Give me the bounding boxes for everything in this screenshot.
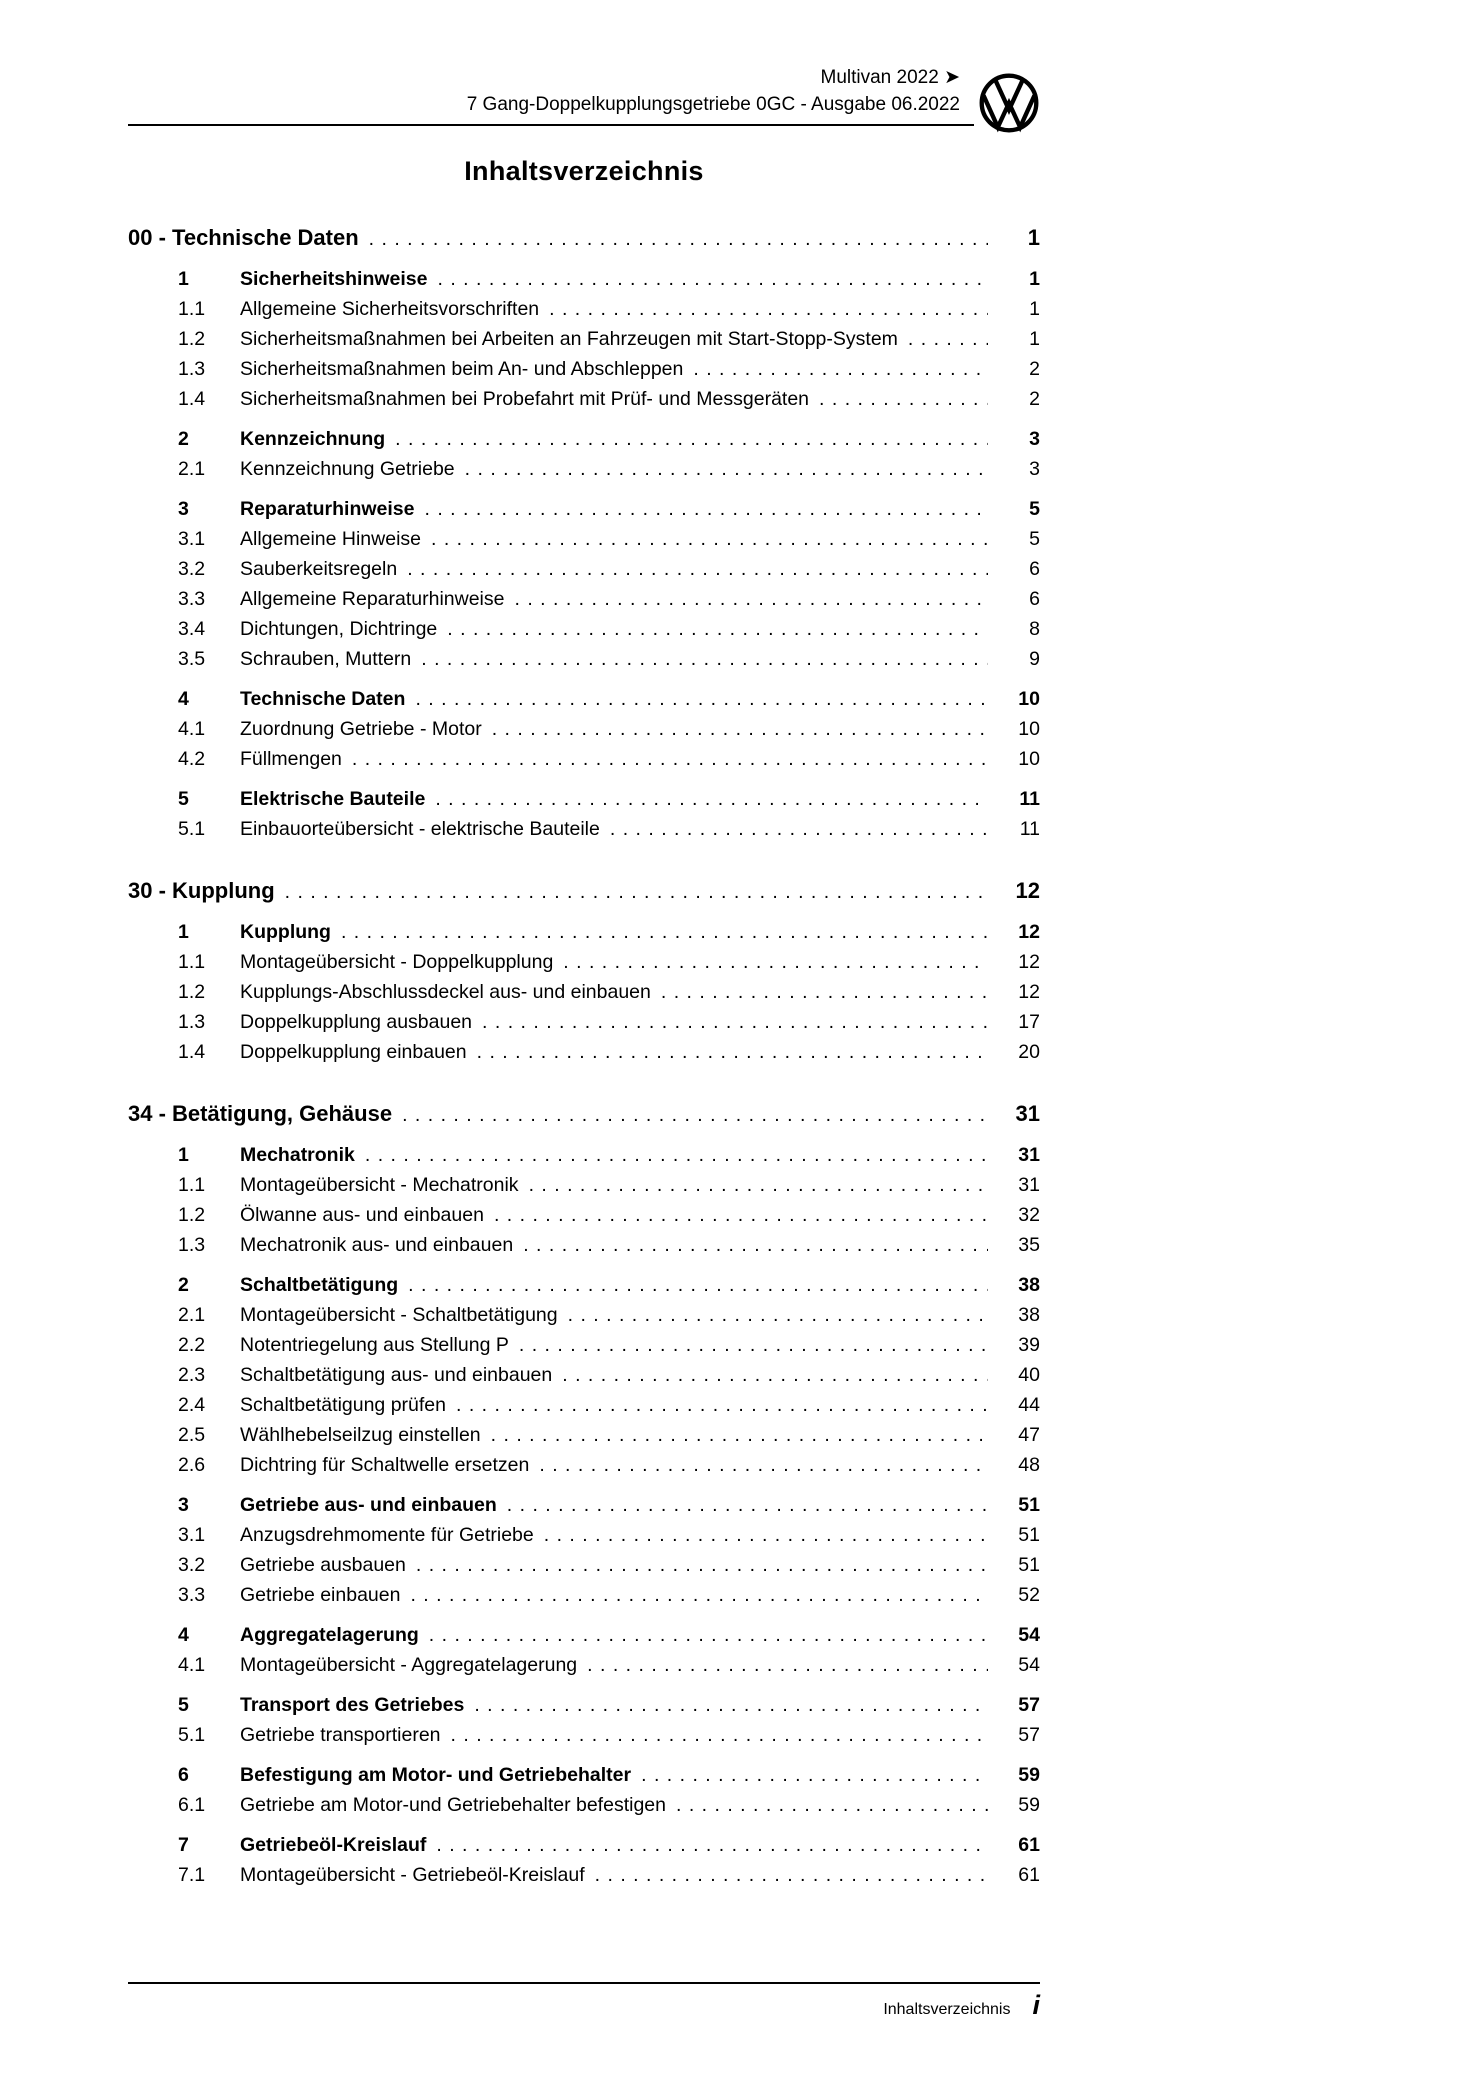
footer-label: Inhaltsverzeichnis (883, 2001, 1011, 2018)
toc-row-page: 31 (1018, 1174, 1040, 1196)
toc-dot-leader (456, 1390, 988, 1420)
toc-row (128, 1830, 1040, 1860)
toc-dot-leader (395, 424, 988, 454)
toc-row-number: 1.3 (178, 1234, 206, 1256)
toc-dot-leader (447, 614, 988, 644)
toc-row-title: Kennzeichnung Getriebe (240, 458, 455, 480)
toc-row-title: Allgemeine Sicherheitsvorschriften (240, 298, 540, 320)
toc-row-page: 8 (1029, 618, 1040, 640)
toc-row-page: 51 (1018, 1494, 1040, 1516)
toc-row-title: 34 - Betätigung, Gehäuse (128, 1101, 393, 1126)
toc-dot-leader (693, 354, 988, 384)
toc-row-title: Reparaturhinweise (240, 498, 415, 520)
toc-row-number: 3.2 (178, 558, 206, 580)
toc-row (128, 1099, 1040, 1130)
toc-dot-leader (410, 1580, 988, 1610)
toc-row (128, 1300, 1040, 1330)
toc-dot-leader (523, 1230, 988, 1260)
toc-row (128, 1170, 1040, 1200)
toc-row (128, 1330, 1040, 1360)
toc-row-page: 20 (1018, 1041, 1040, 1063)
toc-row (128, 554, 1040, 584)
toc-row-title: Schaltbetätigung prüfen (240, 1394, 446, 1416)
toc-row-page: 57 (1018, 1724, 1040, 1746)
toc-row-title: Mechatronik (240, 1144, 355, 1166)
toc-row (128, 454, 1040, 484)
toc-row (128, 384, 1040, 414)
toc-row-number: 1.3 (178, 358, 206, 380)
toc-row-number: 2.5 (178, 1424, 206, 1446)
toc-row-title: 30 - Kupplung (128, 878, 275, 903)
toc-row-page: 12 (1015, 878, 1040, 903)
toc-dot-leader (482, 1007, 988, 1037)
toc-row-number: 3 (178, 498, 189, 520)
toc-row-title: Notentriegelung aus Stellung P (240, 1334, 509, 1356)
toc-row-page: 38 (1018, 1304, 1040, 1326)
toc-row-page: 31 (1018, 1144, 1040, 1166)
toc-row (128, 614, 1040, 644)
toc-dot-leader (676, 1790, 988, 1820)
toc-row-number: 1.2 (178, 981, 206, 1003)
toc-list (128, 223, 1040, 1890)
toc-row (128, 1390, 1040, 1420)
toc-row-number: 1.4 (178, 1041, 206, 1063)
toc-row-number: 5 (178, 1694, 189, 1716)
toc-row-page: 35 (1018, 1234, 1040, 1256)
toc-dot-leader (539, 1450, 988, 1480)
toc-dot-leader (519, 1330, 988, 1360)
toc-row (128, 644, 1040, 674)
page-title: Inhaltsverzeichnis (464, 156, 704, 186)
toc-row-title: Allgemeine Hinweise (240, 528, 422, 550)
toc-row-title: Elektrische Bauteile (240, 788, 426, 810)
toc-row (128, 1270, 1040, 1300)
toc-dot-leader (661, 977, 988, 1007)
toc-row-title: Montageübersicht - Getriebeöl-Kreislauf (240, 1864, 585, 1886)
toc-row-page: 51 (1018, 1524, 1040, 1546)
toc-dot-leader (285, 877, 988, 907)
toc-row-number: 4.2 (178, 748, 206, 770)
toc-row-title: Doppelkupplung ausbauen (240, 1011, 473, 1033)
toc-row-title: Montageübersicht - Schaltbetätigung (240, 1304, 558, 1326)
toc-row-number: 7.1 (178, 1864, 206, 1886)
toc-row (128, 524, 1040, 554)
toc-row-page: 10 (1018, 718, 1040, 740)
toc-row-number: 7 (178, 1834, 189, 1856)
toc-dot-leader (514, 584, 988, 614)
toc-dot-leader (438, 264, 989, 294)
toc-row (128, 1037, 1040, 1067)
toc-row (128, 354, 1040, 384)
toc-row-number: 1 (178, 268, 189, 290)
vw-logo-icon (978, 72, 1040, 134)
toc-row-page: 3 (1029, 458, 1040, 480)
toc-row-title: Montageübersicht - Doppelkupplung (240, 951, 554, 973)
toc-dot-leader (341, 917, 988, 947)
toc-row-title: Transport des Getriebes (240, 1694, 465, 1716)
toc-row-page: 59 (1018, 1794, 1040, 1816)
header-model: Multivan 2022 ➤ (820, 67, 960, 88)
toc-row-number: 4 (178, 1624, 189, 1646)
toc-row-number: 4.1 (178, 1654, 206, 1676)
toc-row-number: 2.1 (178, 458, 206, 480)
toc-dot-leader (465, 454, 988, 484)
toc-row (128, 744, 1040, 774)
toc-row-title: Getriebe ausbauen (240, 1554, 406, 1576)
toc-row-page: 5 (1029, 528, 1040, 550)
toc-row (128, 1230, 1040, 1260)
toc-row-page: 31 (1015, 1101, 1040, 1126)
footer-page-number: i (1032, 1990, 1040, 2020)
toc-row-title: Schrauben, Muttern (240, 648, 412, 670)
toc-row-page: 57 (1018, 1694, 1040, 1716)
toc-row (128, 714, 1040, 744)
toc-row-title: Anzugsdrehmomente für Getriebe (240, 1524, 534, 1546)
toc-row (128, 1690, 1040, 1720)
toc-row-title: Getriebe am Motor-und Getriebehalter befestigen (240, 1794, 666, 1816)
toc-dot-leader (435, 784, 988, 814)
toc-row-title: Schaltbetätigung (240, 1274, 399, 1296)
toc-row-number: 4.1 (178, 718, 206, 740)
toc-row (128, 1580, 1040, 1610)
toc-row-page: 6 (1029, 558, 1040, 580)
toc-row-title: Aggregatelagerung (240, 1624, 419, 1646)
toc-row (128, 1420, 1040, 1450)
toc-row-number: 1.4 (178, 388, 206, 410)
toc-row-title: Doppelkupplung einbauen (240, 1041, 467, 1063)
toc-row-page: 51 (1018, 1554, 1040, 1576)
toc-row-title: Schaltbetätigung aus- und einbauen (240, 1364, 553, 1386)
toc-row (128, 1720, 1040, 1750)
toc-row-number: 1 (178, 921, 189, 943)
toc-row-title: Sicherheitshinweise (240, 268, 428, 290)
toc-dot-leader (494, 1200, 988, 1230)
toc-row-page: 6 (1029, 588, 1040, 610)
header-text-block (128, 64, 974, 126)
toc-row-number: 2.1 (178, 1304, 206, 1326)
toc-row-title: Sicherheitsmaßnahmen bei Probefahrt mit Prüf- und Messgeräten (240, 388, 810, 410)
toc-row-title: Befestigung am Motor- und Getriebehalter (240, 1764, 632, 1786)
toc-row (128, 1620, 1040, 1650)
toc-row-number: 6 (178, 1764, 189, 1786)
toc-row (128, 977, 1040, 1007)
toc-dot-leader (431, 524, 988, 554)
toc-dot-leader (819, 384, 988, 414)
toc-row (128, 294, 1040, 324)
toc-row (128, 917, 1040, 947)
toc-dot-leader (491, 1420, 988, 1450)
toc-row (128, 1140, 1040, 1170)
toc-row (128, 814, 1040, 844)
page-footer (128, 1982, 1040, 2021)
toc-dot-leader (549, 294, 988, 324)
toc-dot-leader (595, 1860, 988, 1890)
toc-row-title: Sicherheitsmaßnahmen beim An- und Abschleppen (240, 358, 684, 380)
toc-row-number: 2.4 (178, 1394, 206, 1416)
toc-row-number: 1.2 (178, 328, 206, 350)
toc-row-title: 00 - Technische Daten (128, 225, 359, 250)
toc-row-number: 2.3 (178, 1364, 206, 1386)
toc-row-number: 3 (178, 1494, 189, 1516)
toc-dot-leader (492, 714, 988, 744)
toc-row (128, 1360, 1040, 1390)
toc-row-title: Ölwanne aus- und einbauen (240, 1204, 484, 1226)
toc-row (128, 684, 1040, 714)
toc-row-title: Sicherheitsmaßnahmen bei Arbeiten an Fahrzeugen mit Start-Stopp-System (240, 328, 898, 350)
toc-row-page: 40 (1018, 1364, 1040, 1386)
toc-row (128, 1790, 1040, 1820)
toc-row-number: 3.1 (178, 1524, 206, 1546)
toc-row-title: Wählhebelseilzug einstellen (240, 1424, 481, 1446)
toc-row-title: Kupplung (240, 921, 331, 943)
toc-row (128, 1007, 1040, 1037)
toc-dot-leader (507, 1490, 988, 1520)
toc-row-number: 5 (178, 788, 189, 810)
toc-row-page: 39 (1018, 1334, 1040, 1356)
toc-dot-leader (429, 1620, 988, 1650)
toc-row-number: 3.4 (178, 618, 206, 640)
toc-row (128, 1520, 1040, 1550)
toc-row-title: Technische Daten (240, 688, 406, 710)
toc-dot-leader (402, 1100, 988, 1130)
toc-row (128, 424, 1040, 454)
toc-row (128, 1490, 1040, 1520)
toc-row-number: 3.3 (178, 588, 206, 610)
toc-dot-leader (451, 1720, 988, 1750)
toc-row-title: Sauberkeitsregeln (240, 558, 398, 580)
toc-dot-leader (415, 684, 988, 714)
toc-row (128, 1550, 1040, 1580)
toc-row-title: Getriebeöl-Kreislauf (240, 1834, 427, 1856)
toc-row-title: Mechatronik aus- und einbauen (240, 1234, 514, 1256)
toc-dot-leader (477, 1037, 988, 1067)
toc-row-number: 4 (178, 688, 189, 710)
toc-row-title: Dichtungen, Dichtringe (240, 618, 438, 640)
toc-row (128, 1200, 1040, 1230)
toc-row-page: 12 (1018, 981, 1040, 1003)
toc-dot-leader (568, 1300, 988, 1330)
toc-dot-leader (436, 1830, 988, 1860)
toc-row (128, 1450, 1040, 1480)
toc-row-page: 38 (1018, 1274, 1040, 1296)
toc-row-page: 44 (1018, 1394, 1040, 1416)
toc-row-number: 2 (178, 428, 189, 450)
toc-row-number: 1.3 (178, 1011, 206, 1033)
toc-row-title: Kupplungs-Abschlussdeckel aus- und einbauen (240, 981, 651, 1003)
toc-row-number: 1.1 (178, 298, 206, 320)
toc-dot-leader (908, 324, 988, 354)
toc-row (128, 324, 1040, 354)
toc-row-page: 5 (1029, 498, 1040, 520)
toc-row-page: 3 (1029, 428, 1040, 450)
toc-row-page: 10 (1018, 748, 1040, 770)
toc-row-number: 3.3 (178, 1584, 206, 1606)
toc-row-number: 3.2 (178, 1554, 206, 1576)
toc-row-page: 1 (1029, 268, 1040, 290)
toc-row-page: 17 (1018, 1011, 1040, 1033)
toc-dot-leader (416, 1550, 988, 1580)
toc-dot-leader (407, 554, 988, 584)
toc-dot-leader (587, 1650, 988, 1680)
toc-row (128, 784, 1040, 814)
toc-dot-leader (421, 644, 988, 674)
toc-row-page: 52 (1018, 1584, 1040, 1606)
toc-row-page: 59 (1018, 1764, 1040, 1786)
toc-row-title: Füllmengen (240, 748, 342, 770)
toc-row-number: 1 (178, 1144, 189, 1166)
toc-dot-leader (641, 1760, 988, 1790)
toc-row-page: 47 (1018, 1424, 1040, 1446)
toc-row-number: 5.1 (178, 1724, 206, 1746)
toc-row-number: 2.6 (178, 1454, 206, 1476)
header-subtitle: 7 Gang-Doppelkupplungsgetriebe 0GC - Ausgabe 06.2022 (466, 94, 960, 115)
toc-row-number: 5.1 (178, 818, 206, 840)
toc-dot-leader (408, 1270, 988, 1300)
page-header (128, 64, 1040, 126)
toc-row-page: 2 (1029, 388, 1040, 410)
toc-row-page: 2 (1029, 358, 1040, 380)
toc-row (128, 1760, 1040, 1790)
toc-row-number: 2.2 (178, 1334, 206, 1356)
toc-row-number: 3.5 (178, 648, 206, 670)
toc-row-page: 54 (1018, 1624, 1040, 1646)
toc-dot-leader (563, 947, 988, 977)
toc-row-number: 1.2 (178, 1204, 206, 1226)
toc-row (128, 1860, 1040, 1890)
toc-row-page: 54 (1018, 1654, 1040, 1676)
toc-dot-leader (474, 1690, 988, 1720)
toc-dot-leader (369, 224, 988, 254)
toc-row-page: 12 (1018, 921, 1040, 943)
toc-row-title: Zuordnung Getriebe - Motor (240, 718, 482, 740)
toc-dot-leader (352, 744, 988, 774)
toc-row-page: 1 (1029, 328, 1040, 350)
toc-row-title: Montageübersicht - Aggregatelagerung (240, 1654, 578, 1676)
toc-row (128, 876, 1040, 907)
toc-row (128, 584, 1040, 614)
toc-row-page: 48 (1018, 1454, 1040, 1476)
toc-row-number: 2 (178, 1274, 189, 1296)
toc-row-title: Getriebe transportieren (240, 1724, 441, 1746)
toc-row-number: 3.1 (178, 528, 206, 550)
toc-dot-leader (424, 494, 988, 524)
toc-row (128, 494, 1040, 524)
toc-row (128, 947, 1040, 977)
toc-row-title: Montageübersicht - Mechatronik (240, 1174, 519, 1196)
toc-row-number: 6.1 (178, 1794, 206, 1816)
toc-row-title: Getriebe aus- und einbauen (240, 1494, 497, 1516)
toc-row-page: 32 (1018, 1204, 1040, 1226)
toc-row-title: Allgemeine Reparaturhinweise (240, 588, 505, 610)
toc-dot-leader (529, 1170, 988, 1200)
toc-row (128, 223, 1040, 254)
toc-row-number: 1.1 (178, 1174, 206, 1196)
toc-dot-leader (610, 814, 988, 844)
toc-row-title: Dichtring für Schaltwelle ersetzen (240, 1454, 530, 1476)
toc-row-page: 10 (1018, 688, 1040, 710)
toc-row-page: 61 (1018, 1864, 1040, 1886)
toc-row-page: 1 (1029, 298, 1040, 320)
toc-row-title: Einbauorteübersicht - elektrische Bauteile (240, 818, 600, 840)
toc-row-title: Kennzeichnung (240, 428, 386, 450)
toc-dot-leader (562, 1360, 988, 1390)
toc-row-page: 61 (1018, 1834, 1040, 1856)
footer-row (128, 1982, 1040, 2021)
toc-row-page: 11 (1019, 818, 1040, 840)
toc-row-page: 11 (1019, 788, 1040, 810)
toc-dot-leader (544, 1520, 988, 1550)
toc-row-page: 12 (1018, 951, 1040, 973)
toc-dot-leader (365, 1140, 988, 1170)
toc-row-page: 1 (1027, 225, 1040, 250)
toc-row-number: 1.1 (178, 951, 206, 973)
toc-row (128, 264, 1040, 294)
toc-row-title: Getriebe einbauen (240, 1584, 401, 1606)
toc-row (128, 1650, 1040, 1680)
toc-row-page: 9 (1029, 648, 1040, 670)
